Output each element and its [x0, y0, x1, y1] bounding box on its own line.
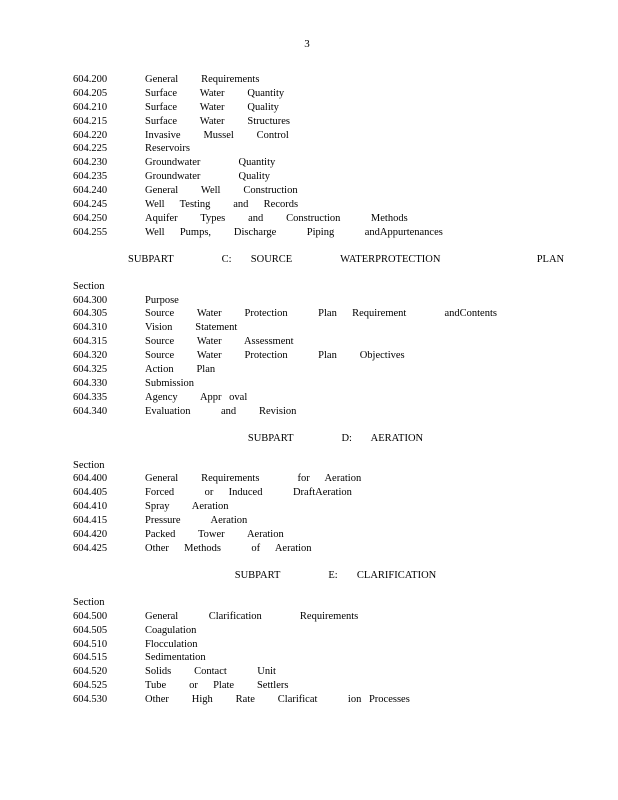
- toc-entry: [73, 335, 543, 349]
- section-number: 604.230: [73, 157, 108, 169]
- toc-entry: [73, 638, 543, 652]
- section-title: Coagulation: [145, 624, 197, 636]
- toc-entry: [73, 115, 543, 129]
- section-title: Spray Aeration: [145, 501, 229, 513]
- toc-entry: [73, 514, 543, 528]
- toc-entry: [73, 307, 543, 321]
- section-title: Surface Water Structures: [145, 115, 291, 127]
- section-number: 604.500: [73, 610, 108, 622]
- section-label: Section: [73, 596, 105, 608]
- toc-entry: [73, 624, 543, 638]
- subpart-group: [73, 73, 543, 240]
- section-number: 604.210: [73, 101, 108, 113]
- toc-entry: [73, 472, 543, 486]
- section-number: 604.315: [73, 336, 108, 348]
- section-title: Source Water Assessment: [145, 336, 294, 348]
- toc-entry: [73, 363, 543, 377]
- toc-entry: [73, 405, 543, 419]
- table-of-contents: [73, 73, 565, 707]
- section-number: 604.240: [73, 185, 108, 197]
- section-number: 604.250: [73, 212, 108, 224]
- page-number: 3: [304, 38, 310, 50]
- toc-entry: [73, 294, 543, 308]
- toc-entry: [73, 142, 543, 156]
- subpart-heading: SUBPART D: AERATION: [247, 432, 424, 444]
- section-title: General Well Construction: [145, 185, 298, 197]
- section-title: Submission: [145, 377, 195, 389]
- toc-entry: [73, 212, 543, 226]
- toc-entry: [73, 651, 543, 665]
- toc-entry: [73, 184, 543, 198]
- section-number: 604.510: [73, 638, 108, 650]
- section-label: Section: [73, 280, 105, 292]
- section-number: 604.530: [73, 694, 108, 706]
- section-title: Other High Rate Clarificat ion Processes: [145, 694, 410, 706]
- toc-entry: [73, 170, 543, 184]
- toc-entry: [73, 349, 543, 363]
- section-number: 604.330: [73, 377, 108, 389]
- subpart-group: [73, 556, 543, 707]
- section-number: 604.335: [73, 391, 108, 403]
- section-title: Agency Appr oval: [145, 391, 248, 403]
- section-title: Tube or Plate Settlers: [145, 680, 289, 692]
- section-number: 604.200: [73, 74, 108, 85]
- section-number: 604.410: [73, 501, 108, 513]
- toc-entry: [73, 542, 543, 556]
- section-title: Aquifer Types and Construction Methods: [145, 212, 408, 224]
- subpart-heading: SUBPART E: CLARIFICATION: [234, 569, 437, 581]
- spacer: [73, 419, 543, 432]
- section-number: 604.525: [73, 680, 108, 692]
- section-number: 604.300: [73, 294, 108, 306]
- section-title: Vision Statement: [145, 322, 238, 334]
- section-title: Reservoirs: [145, 143, 190, 155]
- section-number: 604.255: [73, 226, 108, 238]
- section-number: 604.505: [73, 624, 108, 636]
- toc-entry: [73, 226, 543, 240]
- section-title: Other Methods of Aeration: [145, 542, 312, 554]
- section-title: Pressure Aeration: [145, 515, 248, 527]
- section-title: Action Plan: [145, 364, 216, 376]
- toc-entry: [73, 101, 543, 115]
- section-number: 604.325: [73, 364, 108, 376]
- toc-entry: [73, 528, 543, 542]
- section-title: Invasive Mussel Control: [145, 129, 289, 141]
- section-title: Source Water Protection Plan Requirement andContents: [145, 308, 497, 320]
- spacer: [73, 556, 543, 569]
- section-label: Section: [73, 459, 105, 471]
- section-number: 604.215: [73, 115, 108, 127]
- toc-entry: [73, 73, 543, 87]
- section-title: Source Water Protection Plan Objectives: [145, 350, 405, 362]
- section-title: General Requirements: [145, 74, 260, 85]
- section-title: Surface Water Quality: [145, 101, 279, 113]
- section-number: 604.405: [73, 487, 108, 499]
- toc-entry: [73, 198, 543, 212]
- section-number: 604.515: [73, 652, 108, 664]
- section-title: Purpose: [145, 294, 179, 306]
- section-number: 604.420: [73, 529, 108, 541]
- section-number: 604.520: [73, 666, 108, 678]
- toc-entry: [73, 129, 543, 143]
- section-title: Groundwater Quantity: [145, 157, 276, 169]
- spacer: [73, 583, 543, 596]
- section-number: 604.235: [73, 171, 108, 183]
- toc-entry: [73, 610, 543, 624]
- section-number: 604.425: [73, 542, 108, 554]
- toc-entry: [73, 500, 543, 514]
- section-number: 604.205: [73, 87, 108, 99]
- section-number: 604.400: [73, 473, 108, 485]
- toc-entry: [73, 693, 543, 707]
- section-number: 604.245: [73, 199, 108, 211]
- section-number: 604.310: [73, 322, 108, 334]
- section-number: 604.415: [73, 515, 108, 527]
- section-number: 604.225: [73, 143, 108, 155]
- section-title: Well Testing and Records: [145, 199, 299, 211]
- section-title: Well Pumps, Discharge Piping andAppurtenances: [145, 226, 443, 238]
- toc-entry: [73, 391, 543, 405]
- toc-entry: [73, 486, 543, 500]
- spacer: [73, 240, 543, 253]
- section-number: 604.320: [73, 350, 108, 362]
- toc-entry: [73, 665, 543, 679]
- section-title: Solids Contact Unit: [145, 666, 276, 678]
- section-title: General Clarification Requirements: [145, 610, 359, 622]
- section-title: Flocculation: [145, 638, 198, 650]
- section-number: 604.340: [73, 405, 108, 417]
- subpart-group: [73, 240, 565, 419]
- section-number: 604.305: [73, 308, 108, 320]
- section-title: Surface Water Quantity: [145, 87, 285, 99]
- subpart-group: [73, 419, 543, 556]
- section-title: Forced or Induced DraftAeration: [145, 487, 352, 499]
- subpart-heading: SUBPART C: SOURCE WATERPROTECTION PLAN: [128, 253, 565, 265]
- section-title: Evaluation and Revision: [145, 405, 297, 417]
- toc-entry: [73, 679, 543, 693]
- toc-entry: [73, 87, 543, 101]
- toc-entry: [73, 321, 543, 335]
- section-title: Sedimentation: [145, 652, 206, 664]
- section-title: Packed Tower Aeration: [145, 529, 284, 541]
- toc-entry: [73, 156, 543, 170]
- spacer: [73, 446, 543, 459]
- section-title: Groundwater Quality: [145, 171, 271, 183]
- toc-entry: [73, 377, 543, 391]
- section-title: General Requirements for Aeration: [145, 473, 362, 485]
- spacer: [73, 267, 543, 280]
- section-number: 604.220: [73, 129, 108, 141]
